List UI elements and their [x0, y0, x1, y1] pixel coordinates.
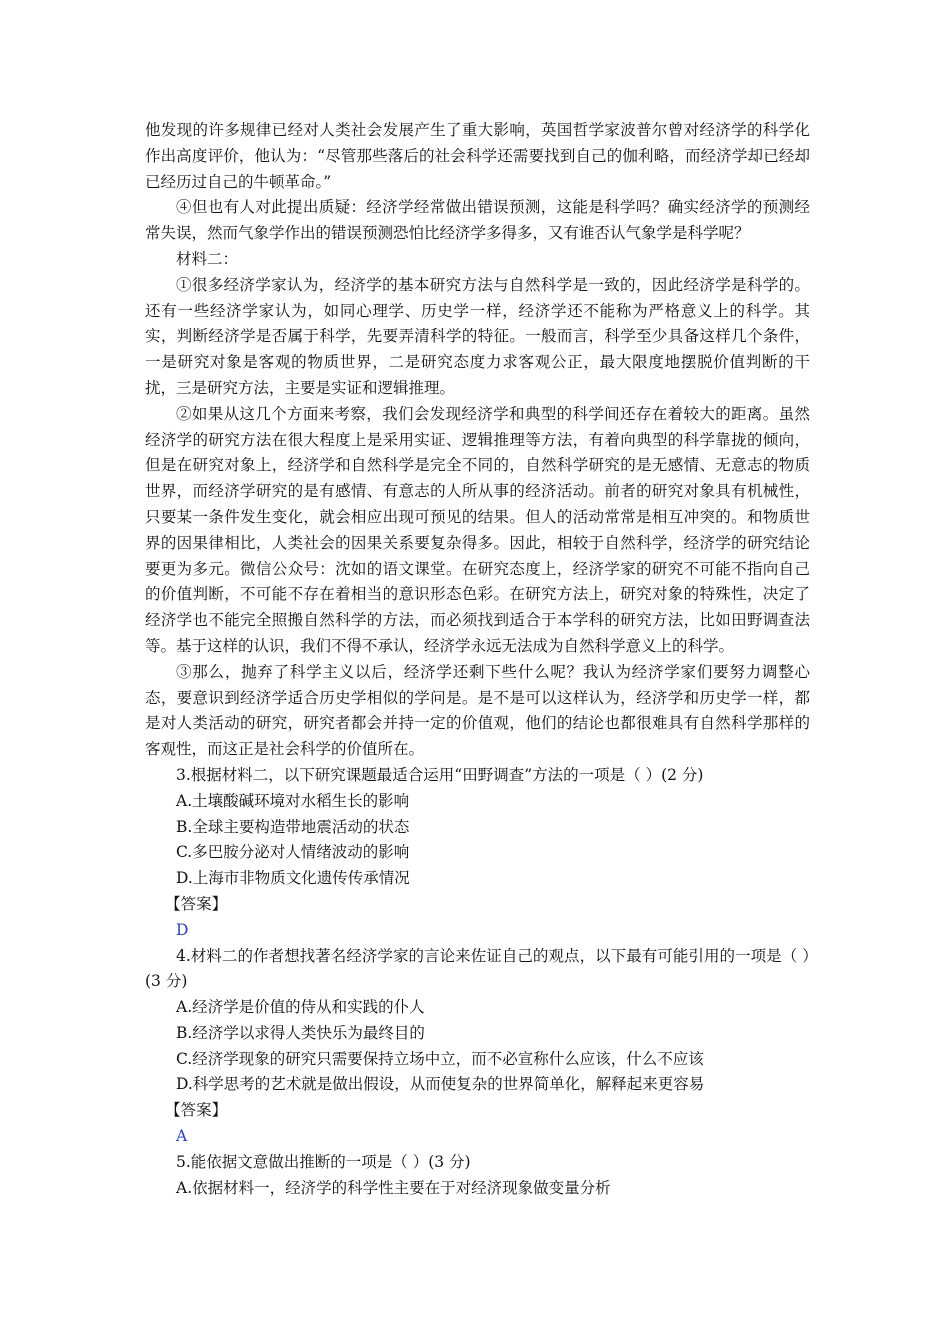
- question-4-option-b: B.经济学以求得人类快乐为最终目的: [176, 1023, 425, 1042]
- question-4-answer-label: 【答案】: [165, 1101, 228, 1120]
- question-5-stem: 5.能依据文意做出推断的一项是（ ）(3 分): [176, 1152, 471, 1171]
- question-3-answer-label: 【答案】: [165, 894, 228, 913]
- material1-paragraph-4: ④但也有人对此提出质疑：经济学经常做出错误预测，这能是科学吗？确实经济学的预测经常失误，然而气象学作出的错误预测恐怕比经济学多得多，又有谁否认气象学是科学呢？: [145, 198, 810, 243]
- question-4-answer: A: [176, 1127, 188, 1146]
- question-5-option-a: A.依据材料一，经济学的科学性主要在于对经济现象做变量分析: [176, 1178, 611, 1197]
- question-4-option-d: D.科学思考的艺术就是做出假设，从而使复杂的世界简单化，解释起来更容易: [176, 1075, 705, 1094]
- question-3-answer: D: [176, 920, 189, 939]
- document-page: [145, 118, 810, 1201]
- question-3-stem: 3.根据材料二，以下研究课题最适合运用“田野调查”方法的一项是（ ）(2 分): [176, 765, 704, 784]
- question-4-option-a: A.经济学是价值的侍从和实践的仆人: [176, 998, 425, 1017]
- question-3-option-b: B.全球主要构造带地震活动的状态: [176, 817, 410, 836]
- material2-paragraph-2: ②如果从这几个方面来考察，我们会发现经济学和典型的科学间还存在着较大的距离。虽然经济学的研究方法在很大程度上是采用实证、逻辑推理等方法，有着向典型的科学靠拢的倾向，但是在研究对象上，经济学和自然科学是完全不同的，自然科学研究的是无感情、无意志的物质世界，而经济学研究的是有感情、有意志的人所从事的经济活动。前者的研究对象具有机械性，只要某一条件发生变化，就会相应出现可预见的结果。但人的活动常常是相互冲突的。和物质世界的因果律相比，人类社会的因果关系要复杂得多。因此，相较于自然科学，经济学的研究结论要更为多元。微信公众号：沈如的语文课堂。在研究态度上，经济学家的研究不可能不指向自己的价值判断，不可能不存在着相当的意识形态色彩。在研究方法上，研究对象的特殊性，决定了经济学也不能完全照搬自然科学的方法，而必须找到适合于本学科的研究方法，比如田野调查法等。基于这样的认识，我们不得不承认，经济学永远无法成为自然科学意义上的科学。: [145, 404, 810, 655]
- question-3-option-a: A.土壤酸碱环境对水稻生长的影响: [176, 791, 410, 810]
- material2-heading: 材料二：: [176, 249, 239, 268]
- material2-paragraph-1: ①很多经济学家认为，经济学的基本研究方法与自然科学是一致的，因此经济学是科学的。还有一些经济学家认为，如同心理学、历史学一样，经济学还不能称为严格意义上的科学。其实，判断经济学是否属于科学，先要弄清科学的特征。一般而言，科学至少具备这样几个条件，一是研究对象是客观的物质世界，二是研究态度力求客观公正，最大限度地摆脱价值判断的干扰，三是研究方法，主要是实证和逻辑推理。: [145, 275, 810, 397]
- question-4-option-c: C.经济学现象的研究只需要保持立场中立，而不必宣称什么应该，什么不应该: [176, 1049, 704, 1068]
- question-4-stem: 4.材料二的作者想找著名经济学家的言论来佐证自己的观点，以下最有可能引用的一项是（ ）(3 分): [145, 946, 810, 991]
- material1-paragraph-3-tail: 他发现的许多规律已经对人类社会发展产生了重大影响，英国哲学家波普尔曾对经济学的科学化作出高度评价，他认为：“尽管那些落后的社会科学还需要找到自己的伽利略，而经济学却已经却已经历过自己的牛顿革命。”: [145, 121, 810, 191]
- material2-paragraph-3: ③那么，抛弃了科学主义以后，经济学还剩下些什么呢？我认为经济学家们要努力调整心态，要意识到经济学适合历史学相似的学问是。是不是可以这样认为，经济学和历史学一样，都是对人类活动的研究，研究者都会并持一定的价值观，他们的结论也都很难具有自然科学那样的客观性，而这正是社会科学的价值所在。: [145, 662, 810, 759]
- question-3-option-d: D.上海市非物质文化遗传传承情况: [176, 869, 410, 888]
- question-3-option-c: C.多巴胺分泌对人情绪波动的影响: [176, 843, 410, 862]
